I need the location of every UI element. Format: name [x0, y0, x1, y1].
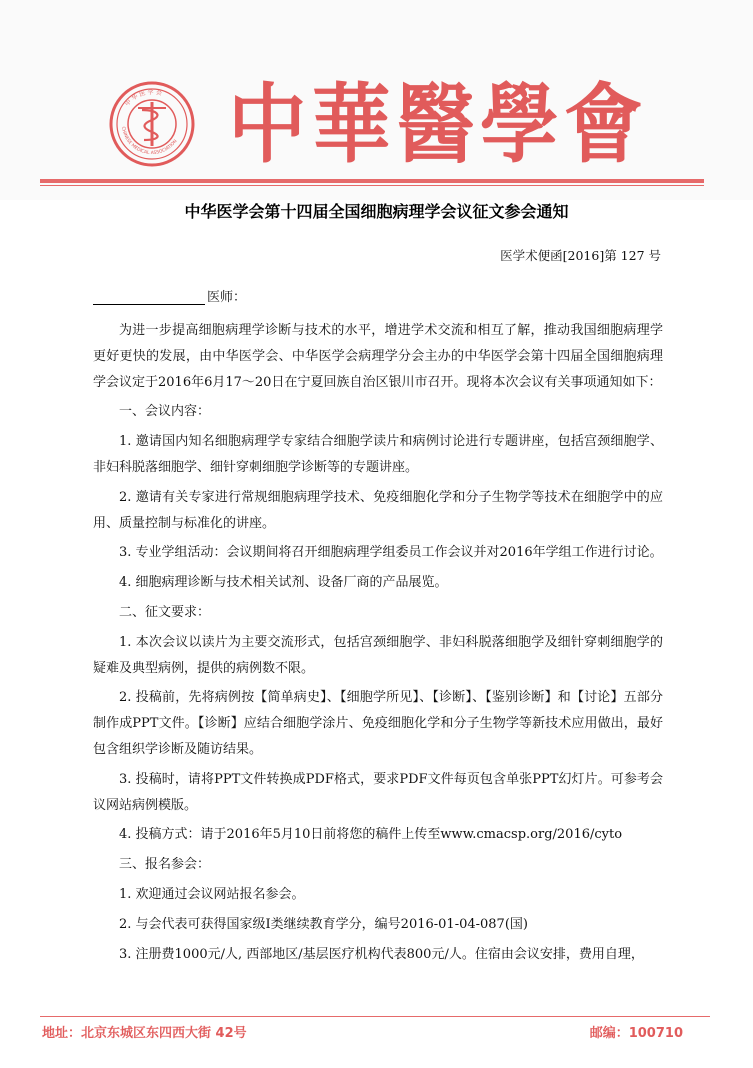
name-blank-line: [93, 290, 205, 305]
document-number: 医学术便函[2016]第 127 号: [500, 248, 661, 263]
body-paragraph: 3. 投稿时，请将PPT文件转换成PDF格式，要求PDF文件每页包含单张PPT幻灯片。可参考会议网站病例模版。: [93, 771, 663, 813]
body-paragraph: 2. 与会代表可获得国家级Ⅰ类继续教育学分，编号2016-01-04-087(国): [119, 916, 528, 932]
letterhead: [0, 0, 753, 200]
salutation-text: 医师：: [207, 290, 247, 305]
header-rule-thin: [40, 185, 704, 186]
section-heading: 三、报名参会：: [119, 857, 211, 873]
footer-rule: [40, 1016, 710, 1017]
section-heading: 二、征文要求：: [119, 604, 211, 620]
body-paragraph: 1. 欢迎通过会议网站报名参会。: [119, 886, 305, 902]
chinese-medical-association-logo: [108, 80, 196, 168]
document-title: 中华医学会第十四届全国细胞病理学会议征文参会通知: [184, 202, 569, 221]
body-paragraph: 4. 细胞病理诊断与技术相关试剂、设备厂商的产品展览。: [119, 575, 448, 591]
salutation: [93, 286, 246, 305]
svg-text:中 华 医 学 会: 中 华 医 学 会: [123, 88, 163, 108]
section-heading: 一、会议内容：: [119, 404, 211, 420]
brand-wordmark: [228, 66, 668, 176]
body-paragraph: 3. 注册费1000元/人, 西部地区/基层医疗机构代表800元/人。住宿由会议安排，费用自理，: [119, 946, 644, 962]
intro-paragraph: 为进一步提高细胞病理学诊断与技术的水平，增进学术交流和相互了解，推动我国细胞病理学更好更快的发展，由中华医学会、中华医学会病理学分会主办的中华医学会第十四届全国细胞病理学会议定于2016年6月17～20日在宁夏回族自治区银川市召开。现将本次会议有关事项通知如下：: [93, 323, 663, 390]
header-rule: [40, 179, 704, 183]
footer-address: 地址：北京东城区东四西大街 42号: [42, 1026, 247, 1041]
body-paragraph: 2. 投稿前，先将病例按【简单病史】、【细胞学所见】、【诊断】、【鉴别诊断】和【讨论】五部分制作成PPT文件。【诊断】应结合细胞学涂片、免疫细胞化学和分子生物学等新技术应用做出，最好包含组织学诊断及随访结果。: [93, 690, 663, 757]
body-paragraph: 1. 本次会议以读片为主要交流形式，包括宫颈细胞学、非妇科脱落细胞学及细针穿刺细胞学的疑难及典型病例，提供的病例数不限。: [93, 634, 663, 676]
body-paragraph: 4. 投稿方式：请于2016年5月10日前将您的稿件上传至www.cmacsp.org/2016/cyto: [119, 827, 623, 843]
footer-postcode: 邮编：100710: [589, 1026, 683, 1041]
svg-text:CHINESE MEDICAL ASSOCIATION: CHINESE MEDICAL ASSOCIATION: [120, 126, 179, 157]
body-paragraph: 2. 邀请有关专家进行常规细胞病理学技术、免疫细胞化学和分子生物学等技术在细胞学中的应用、质量控制与标准化的讲座。: [93, 489, 663, 531]
notice-body: [93, 318, 663, 971]
svg-text:中華醫學會: 中華醫學會: [228, 74, 648, 175]
body-paragraph: 3. 专业学组活动：会议期间将召开细胞病理学组委员工作会议并对2016年学组工作进行讨论。: [119, 545, 663, 561]
body-paragraph: 1. 邀请国内知名细胞病理学专家结合细胞学读片和病例讨论进行专题讲座，包括宫颈细胞学、非妇科脱落细胞学、细针穿刺细胞学诊断等的专题讲座。: [93, 434, 663, 475]
